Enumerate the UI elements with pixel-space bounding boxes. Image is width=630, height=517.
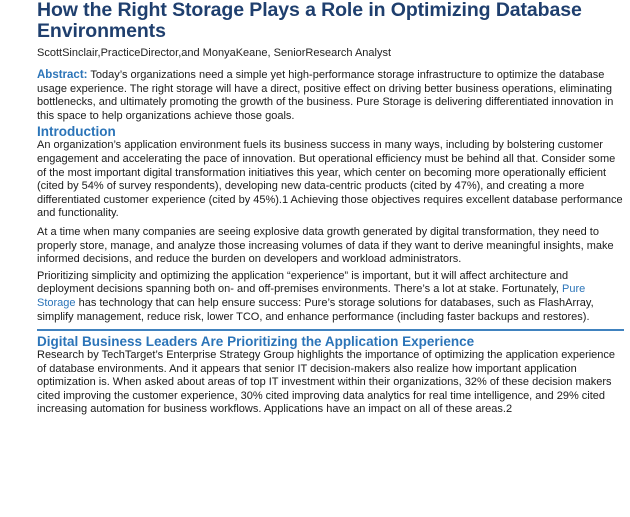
- intro-p3-text-after: has technology that can help ensure success: Pure’s storage solutions for databases, such as FlashArray, simplify management, reduce risk, lower TCO, and enhance performance (including faster backups and restores).: [37, 296, 594, 323]
- section-heading-digital-business-leaders: Digital Business Leaders Are Prioritizing the Application Experience: [37, 334, 475, 350]
- intro-paragraph-1: An organization’s application environment fuels its business success in many ways, including by bolstering customer engagement and accelerating the pace of innovation. But operational efficiency must be behind all that. Consider some of the most important digital transformation initiatives this year, which center on becoming more operationally efficient (cited by 54% of survey respondents), developing new data-centric products (cited by 47%), and creating a more differentiated customer experience (cited by 45%).1 Achieving those objectives requires excellent database performance and functionality.: [37, 139, 623, 220]
- intro-paragraph-3: [37, 270, 624, 324]
- pure-storage-link[interactable]: Pure Storage: [37, 283, 586, 309]
- intro-paragraph-2: At a time when many companies are seeing explosive data growth generated by digital transformation, they need to properly store, manage, and analyze those increasing volumes of data if they want to derive meaningful insights, make informed decisions, and reduce the burden on developers and workload administrators.: [37, 225, 614, 266]
- abstract-paragraph: [37, 69, 624, 123]
- section2-paragraph-1: Research by TechTarget’s Enterprise Strategy Group highlights the importance of optimizing the application experience of database environments. And it appears that senior IT decision-makers also realize how important application optimization is. When asked about areas of top IT investment within their organizations, 32% of these decision makers cited improving the customer experience, 30% cited improving data analytics for real time intelligence, and 29% cited increasing automation for business workflows. Applications have an impact on all of these areas.2: [37, 349, 616, 416]
- document-title: How the Right Storage Plays a Role in Optimizing Database Environments: [37, 0, 582, 42]
- abstract-label: Abstract:: [37, 69, 88, 81]
- section-divider: [37, 329, 624, 331]
- author-line: ScottSinclair,PracticeDirector,and MonyaKeane, SeniorResearch Analyst: [37, 47, 392, 59]
- intro-p3-text-before: Prioritizing simplicity and optimizing the application “experience” is important, but it will affect architecture and deployment decisions spanning both on- and off-premises environments. There’s a lot at stake. Fortunately,: [37, 269, 569, 296]
- section-heading-introduction: Introduction: [37, 124, 116, 140]
- abstract-text: Today’s organizations need a simple yet high-performance storage infrastructure to optimize the database usage experience. The right storage will have a direct, positive effect on driving better business operations, eliminating bottlenecks, and ultimately promoting the growth of the business. Pure Storage is delivering differentiated innovation in this space to help organizations achieve those goals.: [37, 69, 614, 122]
